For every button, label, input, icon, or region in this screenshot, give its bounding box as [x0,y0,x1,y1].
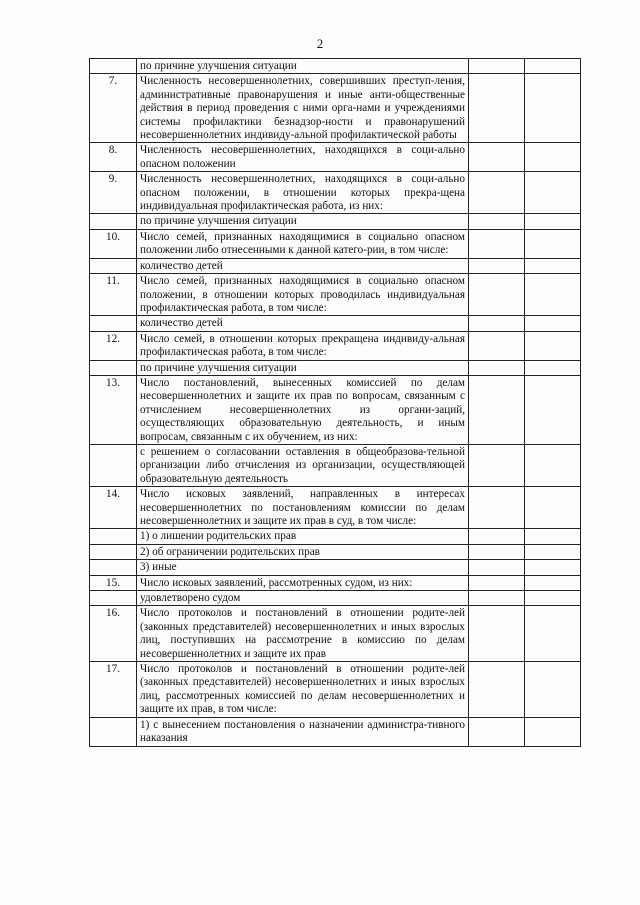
row-indicator-text: 1) о лишении родительских прав [137,529,469,544]
value-cell-2[interactable] [525,214,581,229]
row-number [90,214,137,229]
table-row [90,143,581,172]
table-row [90,529,581,544]
row-number [90,529,137,544]
value-cell-2[interactable] [525,143,581,172]
value-cell-1[interactable] [469,74,525,143]
table-row [90,717,581,746]
table-row [90,172,581,214]
row-indicator-text: по причине улучшения ситуации [137,360,469,375]
value-cell-1[interactable] [469,375,525,444]
value-cell-1[interactable] [469,544,525,559]
table-row [90,662,581,718]
value-cell-2[interactable] [525,375,581,444]
value-cell-1[interactable] [469,331,525,360]
value-cell-2[interactable] [525,229,581,258]
row-indicator-text: Численность несовершеннолетних, находящихся в соци-ально опасном положении [137,143,469,172]
row-indicator-text: количество детей [137,316,469,331]
value-cell-2[interactable] [525,487,581,529]
value-cell-1[interactable] [469,59,525,74]
table-row [90,74,581,143]
row-indicator-text: количество детей [137,258,469,273]
row-number: 14. [90,487,137,529]
row-indicator-text: 1) с вынесением постановления о назначении администра-тивного наказания [137,717,469,746]
row-indicator-text: Число протоколов и постановлений в отношении родите-лей (законных представителей) несовершеннолетних и иных взрослых лиц, поступивших на рассмотрение в комиссию по делам несовершеннолетних и защите их прав [137,606,469,662]
page-number: 2 [316,36,324,51]
row-indicator-text: Численность несовершеннолетних, находящихся в соци-ально опасном положении, в отношении которых прекра-щена индивидуальная профилактическая работа, из них: [137,172,469,214]
table-row [90,331,581,360]
value-cell-1[interactable] [469,717,525,746]
row-number [90,544,137,559]
value-cell-1[interactable] [469,662,525,718]
row-indicator-text: Число протоколов и постановлений в отношении родите-лей (законных представителей) несовершеннолетних и иных взрослых лиц, рассмотренных комиссией по делам несовершеннолетних и защите их прав, в том числе: [137,662,469,718]
value-cell-2[interactable] [525,360,581,375]
value-cell-2[interactable] [525,59,581,74]
row-indicator-text: 3) иные [137,560,469,575]
row-number [90,59,137,74]
value-cell-2[interactable] [525,575,581,590]
value-cell-2[interactable] [525,331,581,360]
table-row [90,274,581,316]
value-cell-1[interactable] [469,444,525,486]
row-indicator-text: Число семей, в отношении которых прекращена индивиду-альная профилактическая работа, в том числе: [137,331,469,360]
value-cell-1[interactable] [469,172,525,214]
report-table [89,58,581,747]
table-row [90,360,581,375]
row-number [90,258,137,273]
value-cell-2[interactable] [525,316,581,331]
row-indicator-text: удовлетворено судом [137,591,469,606]
value-cell-2[interactable] [525,274,581,316]
row-indicator-text: Численность несовершеннолетних, совершивших преступ-ления, административные правонарушения и иные анти-общественные действия в период проведения с ними орга-нами и учреждениями системы профилактики безнадзор-ности и правонарушений несовершеннолетних индивиду-альной профилактической работы [137,74,469,143]
value-cell-2[interactable] [525,591,581,606]
value-cell-2[interactable] [525,529,581,544]
row-number: 11. [90,274,137,316]
row-number [90,360,137,375]
table-row [90,316,581,331]
row-indicator-text: по причине улучшения ситуации [137,214,469,229]
value-cell-2[interactable] [525,662,581,718]
row-indicator-text: Число исковых заявлений, рассмотренных судом, из них: [137,575,469,590]
row-number: 10. [90,229,137,258]
table-row [90,575,581,590]
row-indicator-text: Число исковых заявлений, направленных в интересах несовершеннолетних по постановлениям комиссии по делам несовершеннолетних и защите их прав в суд, в том числе: [137,487,469,529]
value-cell-1[interactable] [469,229,525,258]
row-indicator-text: 2) об ограничении родительских прав [137,544,469,559]
row-number [90,444,137,486]
row-number: 7. [90,74,137,143]
value-cell-2[interactable] [525,172,581,214]
table-row [90,487,581,529]
row-indicator-text: с решением о согласовании оставления в общеобразова-тельной организации либо отчисления из организации, осуществляющей образовательную деятельность [137,444,469,486]
value-cell-1[interactable] [469,560,525,575]
row-number [90,591,137,606]
table-row [90,59,581,74]
row-indicator-text: Число семей, признанных находящимися в социально опасном положении либо отнесенными к данной катего-рии, в том числе: [137,229,469,258]
value-cell-1[interactable] [469,487,525,529]
row-number [90,560,137,575]
table-row [90,606,581,662]
value-cell-2[interactable] [525,444,581,486]
value-cell-2[interactable] [525,74,581,143]
table-row [90,258,581,273]
row-number: 13. [90,375,137,444]
value-cell-2[interactable] [525,258,581,273]
table-row [90,229,581,258]
value-cell-1[interactable] [469,274,525,316]
table-row [90,444,581,486]
value-cell-1[interactable] [469,606,525,662]
value-cell-2[interactable] [525,606,581,662]
value-cell-1[interactable] [469,258,525,273]
row-number [90,316,137,331]
row-indicator-text: Число семей, признанных находящимися в социально опасном положении, в отношении которых проводилась индивидуальная профилактическая работа, в том числе: [137,274,469,316]
value-cell-2[interactable] [525,717,581,746]
table-row [90,375,581,444]
value-cell-1[interactable] [469,316,525,331]
table-row [90,544,581,559]
value-cell-1[interactable] [469,529,525,544]
value-cell-1[interactable] [469,143,525,172]
value-cell-2[interactable] [525,560,581,575]
value-cell-1[interactable] [469,214,525,229]
row-number: 17. [90,662,137,718]
row-number [90,717,137,746]
table-row [90,591,581,606]
row-number: 9. [90,172,137,214]
row-number: 8. [90,143,137,172]
table-row [90,214,581,229]
value-cell-1[interactable] [469,575,525,590]
value-cell-1[interactable] [469,360,525,375]
row-indicator-text: Число постановлений, вынесенных комиссией по делам несовершеннолетних и защите их прав по вопросам, связанным с отчислением несовершеннолетних из органи-заций, осуществляющих образовательную деятельность, и иным вопросам, связанным с их обучением, из них: [137,375,469,444]
value-cell-1[interactable] [469,591,525,606]
row-number: 15. [90,575,137,590]
row-number: 12. [90,331,137,360]
row-number: 16. [90,606,137,662]
table-row [90,560,581,575]
row-indicator-text: по причине улучшения ситуации [137,59,469,74]
value-cell-2[interactable] [525,544,581,559]
